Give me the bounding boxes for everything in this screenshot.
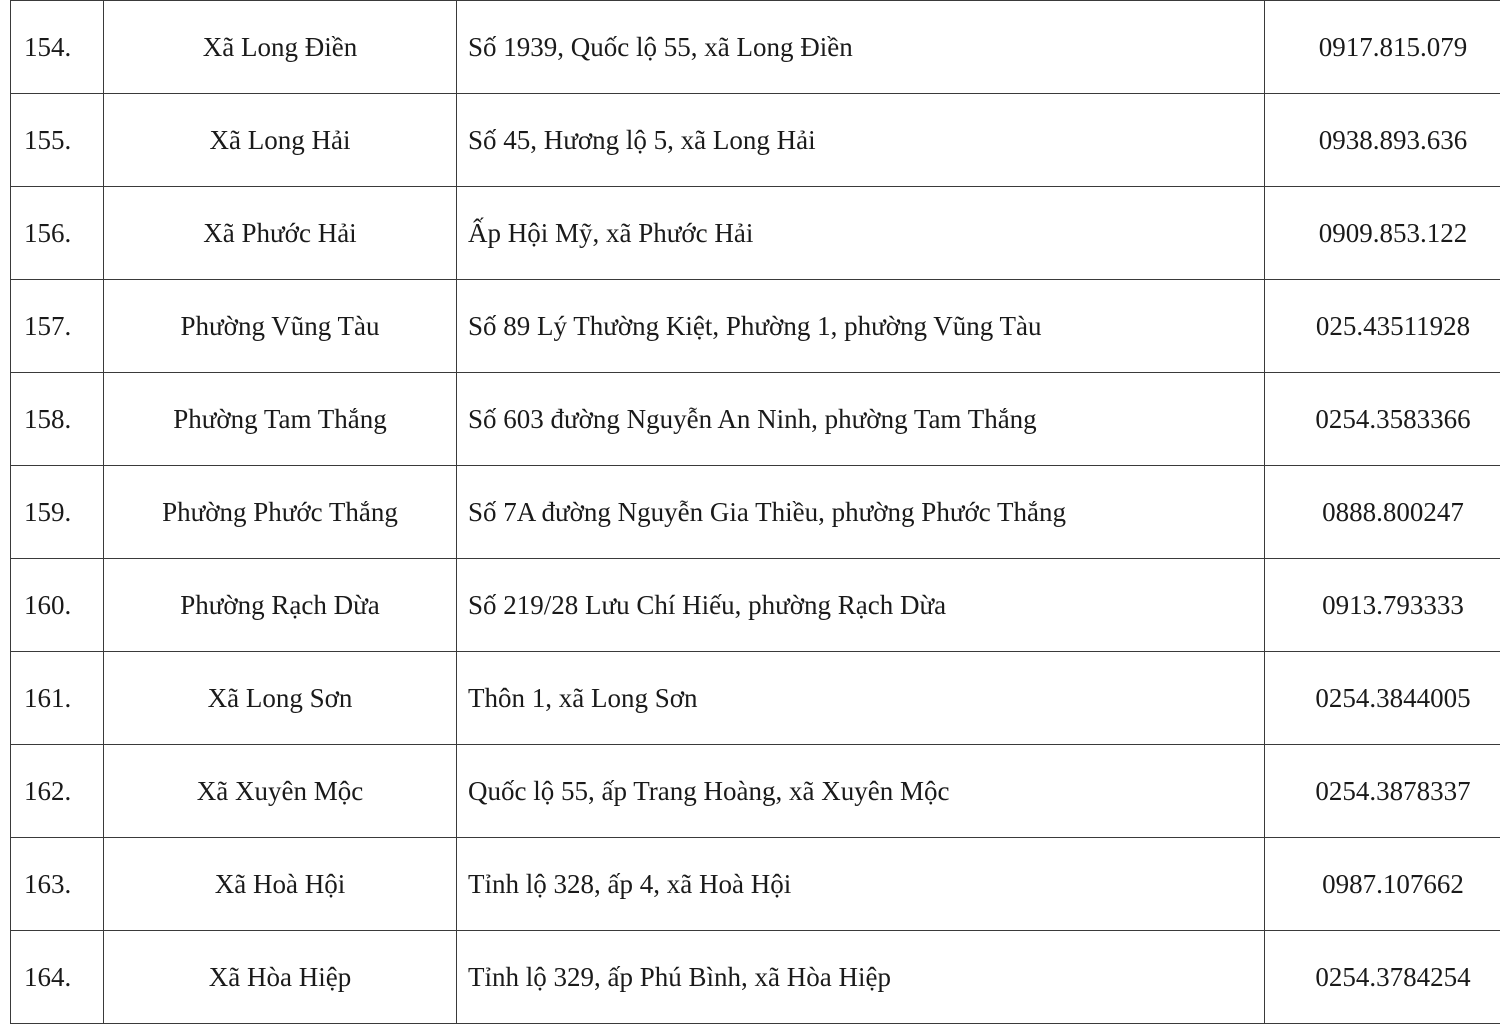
phone-number: 0913.793333 [1265, 559, 1500, 652]
unit-address: Số 1939, Quốc lộ 55, xã Long Điền [457, 1, 1265, 94]
unit-name: Xã Long Sơn [104, 652, 457, 745]
table-row [11, 94, 1500, 187]
row-number: 158. [11, 373, 104, 466]
phone-number: 0987.107662 [1265, 838, 1500, 931]
unit-name: Xã Hoà Hội [104, 838, 457, 931]
row-number: 161. [11, 652, 104, 745]
row-number: 156. [11, 187, 104, 280]
unit-address: Tỉnh lộ 329, ấp Phú Bình, xã Hòa Hiệp [457, 931, 1265, 1024]
row-number: 155. [11, 94, 104, 187]
phone-number: 0254.3583366 [1265, 373, 1500, 466]
table-row [11, 466, 1500, 559]
unit-name: Phường Rạch Dừa [104, 559, 457, 652]
unit-name: Xã Long Điền [104, 1, 457, 94]
unit-name: Xã Long Hải [104, 94, 457, 187]
unit-address: Quốc lộ 55, ấp Trang Hoàng, xã Xuyên Mộc [457, 745, 1265, 838]
unit-name: Phường Tam Thắng [104, 373, 457, 466]
row-number: 154. [11, 1, 104, 94]
row-number: 163. [11, 838, 104, 931]
unit-address: Số 7A đường Nguyễn Gia Thiều, phường Phước Thắng [457, 466, 1265, 559]
unit-name: Xã Xuyên Mộc [104, 745, 457, 838]
table-row [11, 931, 1500, 1024]
table-row [11, 187, 1500, 280]
row-number: 164. [11, 931, 104, 1024]
row-number: 162. [11, 745, 104, 838]
table-row [11, 838, 1500, 931]
phone-number: 0888.800247 [1265, 466, 1500, 559]
phone-number: 0254.3784254 [1265, 931, 1500, 1024]
unit-address: Số 89 Lý Thường Kiệt, Phường 1, phường Vũng Tàu [457, 280, 1265, 373]
unit-address: Số 45, Hương lộ 5, xã Long Hải [457, 94, 1265, 187]
table-row [11, 559, 1500, 652]
unit-address: Số 219/28 Lưu Chí Hiếu, phường Rạch Dừa [457, 559, 1265, 652]
table-row [11, 280, 1500, 373]
phone-number: 0917.815.079 [1265, 1, 1500, 94]
phone-number: 0909.853.122 [1265, 187, 1500, 280]
row-number: 159. [11, 466, 104, 559]
unit-address: Tỉnh lộ 328, ấp 4, xã Hoà Hội [457, 838, 1265, 931]
phone-number: 025.43511928 [1265, 280, 1500, 373]
unit-address: Ấp Hội Mỹ, xã Phước Hải [457, 187, 1265, 280]
row-number: 160. [11, 559, 104, 652]
table-row [11, 373, 1500, 466]
phone-number: 0938.893.636 [1265, 94, 1500, 187]
table-row [11, 745, 1500, 838]
row-number: 157. [11, 280, 104, 373]
unit-address: Số 603 đường Nguyễn An Ninh, phường Tam Thắng [457, 373, 1265, 466]
unit-name: Xã Phước Hải [104, 187, 457, 280]
table-row [11, 652, 1500, 745]
unit-name: Phường Phước Thắng [104, 466, 457, 559]
contact-table [10, 0, 1500, 1024]
phone-number: 0254.3878337 [1265, 745, 1500, 838]
contact-table-body [11, 1, 1500, 1024]
unit-name: Xã Hòa Hiệp [104, 931, 457, 1024]
phone-number: 0254.3844005 [1265, 652, 1500, 745]
unit-address: Thôn 1, xã Long Sơn [457, 652, 1265, 745]
table-row [11, 1, 1500, 94]
unit-name: Phường Vũng Tàu [104, 280, 457, 373]
